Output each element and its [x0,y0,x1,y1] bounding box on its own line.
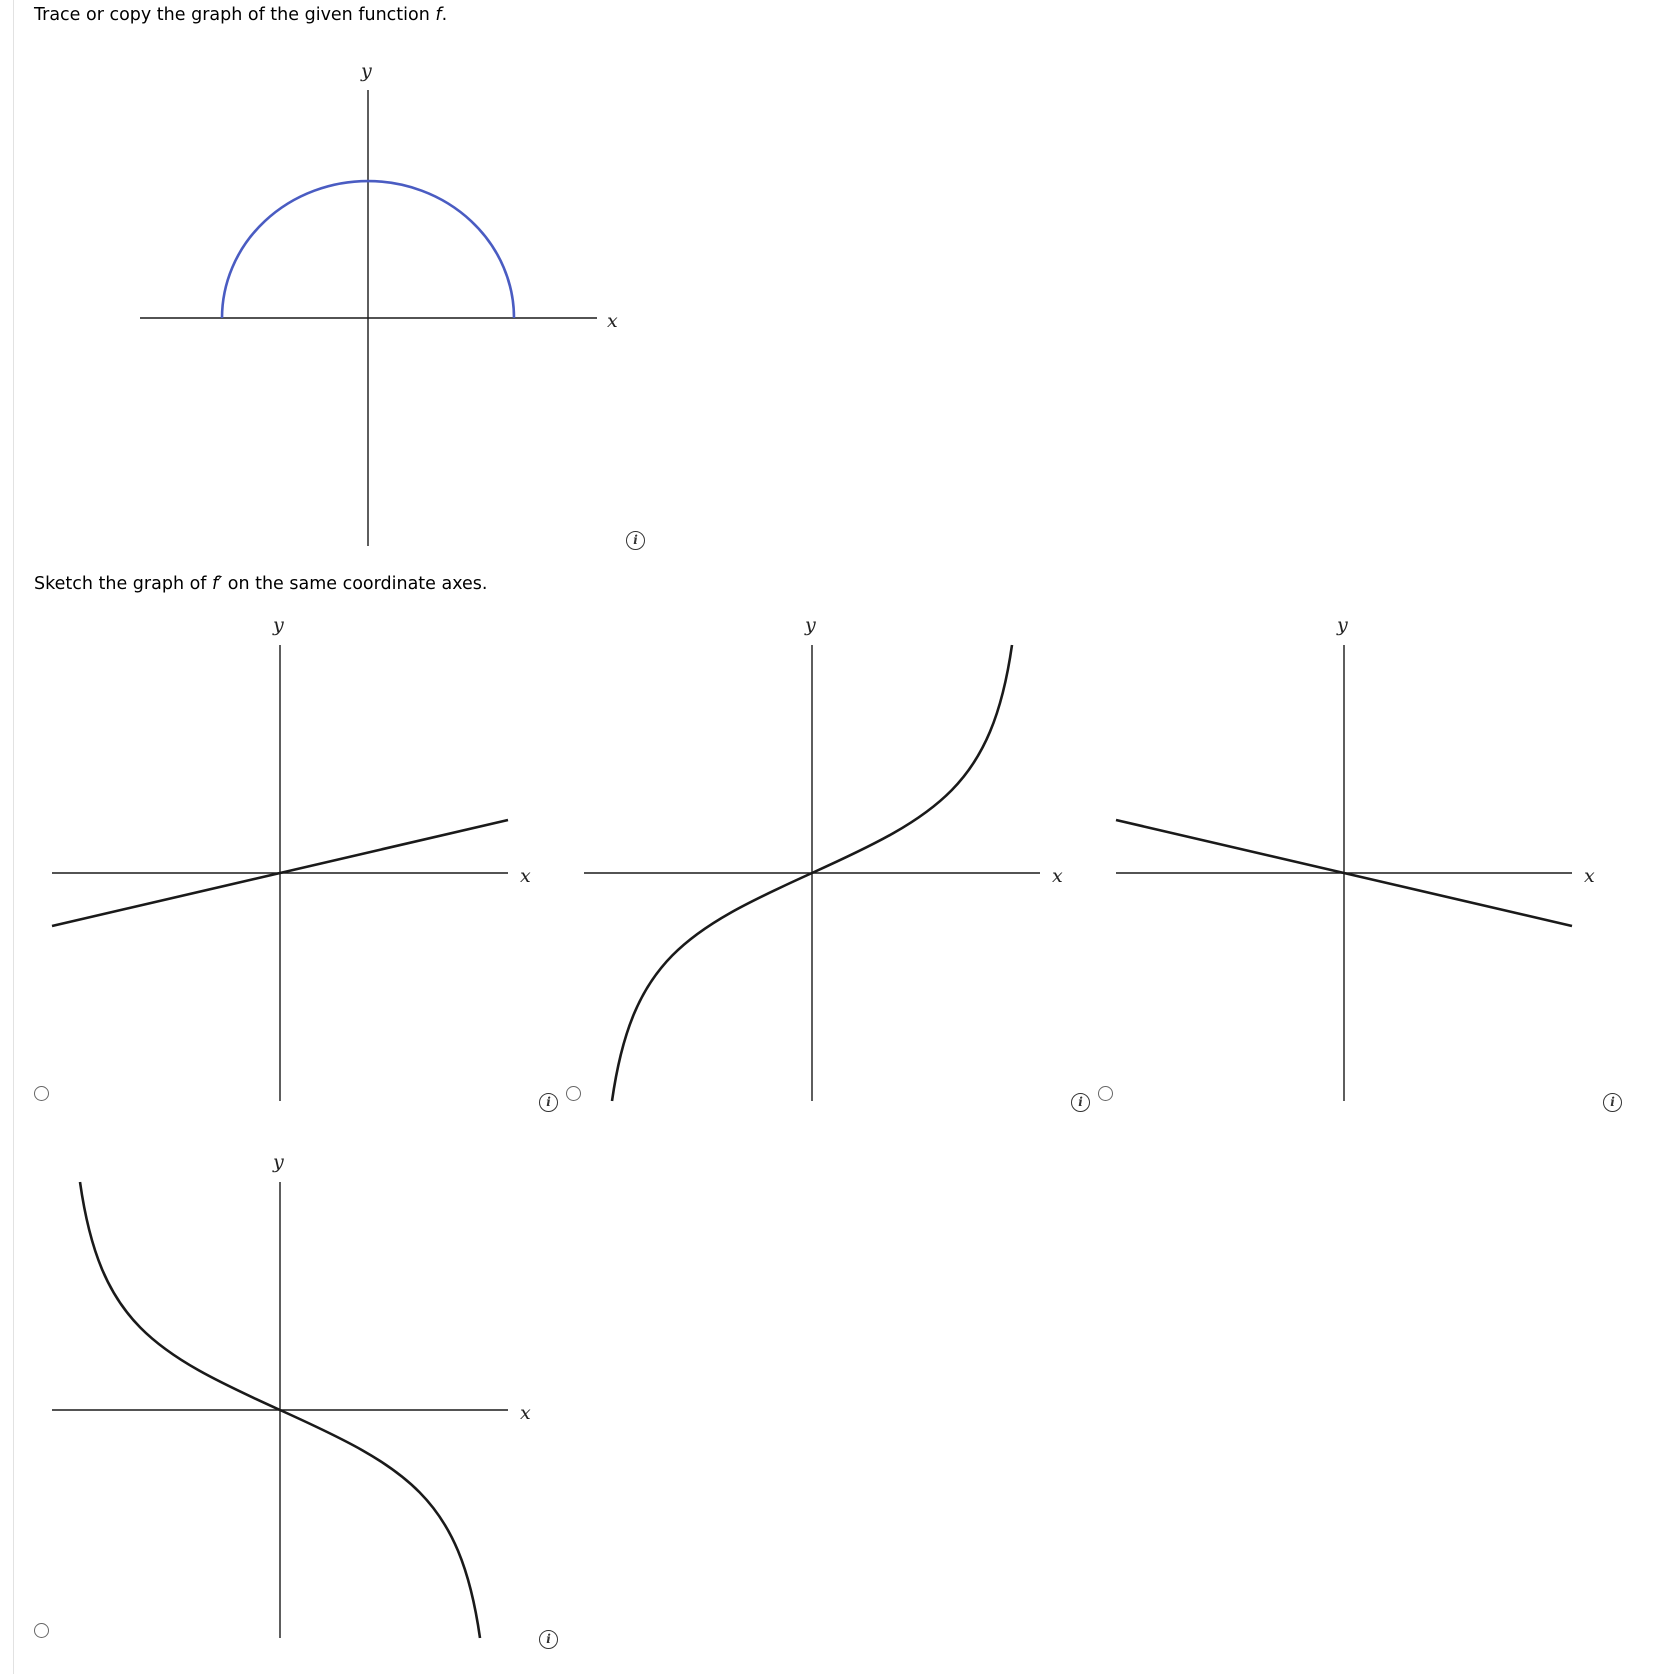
option-c-graph [1116,614,1595,1101]
option-b-x-label: x [1052,865,1063,887]
info-icon[interactable]: i [539,1630,558,1649]
given-y-label: y [361,60,372,82]
option-b-graph [584,614,1063,1101]
info-icon[interactable]: i [1071,1093,1090,1112]
prompt-sketch-var: f′ [212,574,223,594]
prompt-trace-text: Trace or copy the graph of the given function [34,5,436,25]
option-b-radio[interactable] [566,1086,581,1101]
info-icon[interactable]: i [539,1093,558,1112]
option-a-y-label: y [273,614,284,636]
option-a-graph [52,614,531,1101]
option-a-radio[interactable] [34,1086,49,1101]
info-icon[interactable]: i [626,531,645,550]
prompt-sketch-text: Sketch the graph of [34,574,213,594]
option-c-x-label: x [1584,865,1595,887]
option-c-radio[interactable] [1098,1086,1113,1101]
option-d-radio[interactable] [34,1623,49,1638]
prompt-trace-period: . [441,5,448,25]
option-d-graph [52,1151,531,1638]
given-graph [140,60,618,546]
prompt-trace-var: f [435,5,442,25]
option-d-y-label: y [273,1151,284,1173]
option-d-x-label: x [520,1402,531,1424]
option-a-x-label: x [520,865,531,887]
option-c-y-label: y [1337,614,1348,636]
info-icon[interactable]: i [1603,1093,1622,1112]
given-x-label: x [607,310,618,332]
option-b-y-label: y [805,614,816,636]
prompt-sketch-tail: on the same coordinate axes. [222,574,488,594]
